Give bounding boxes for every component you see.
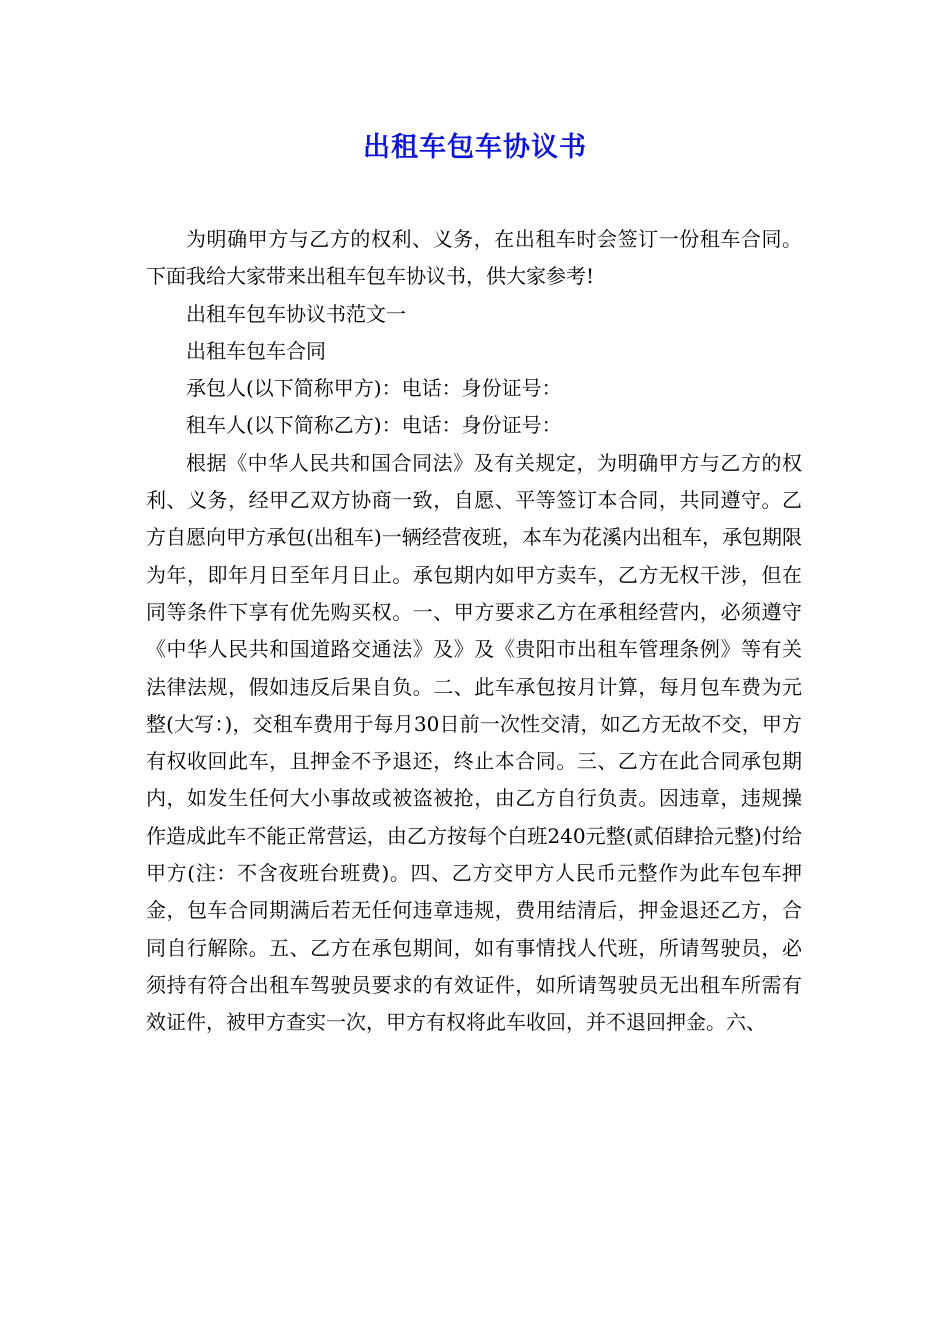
document-title: 出租车包车协议书 [363, 132, 587, 163]
sample-heading: 出租车包车协议书范文一 [186, 301, 406, 326]
contract-terms-paragraph: 根据《中华人民共和国合同法》及有关规定，为明确甲方与乙方的权利、义务，经甲乙双方协商一致，自愿、平等签订本合同，共同遵守。乙方自愿向甲方承包(出租车)一辆经营夜班，本车为花溪内出租车，承包期限为年，即年月日至年月日止。承包期内如甲方卖车，乙方无权干涉，但在同等条件下享有优先购买权。一、甲方要求乙方在承租经营内，必须遵守《中华人民共和国道路交通法》及》及《贵阳市出租车管理条例》等有关法律法规，假如违反后果自负。二、此车承包按月计算，每月包车费为元整(大写：)，交租车费用于每月30日前一次性交清，如乙方无故不交，甲方有权收回此车，且押金不予退还，终止本合同。三、乙方在此合同承包期内，如发生任何大小事故或被盗被抢，由乙方自行负责。因违章，违规操作造成此车不能正常营运，由乙方按每个白班240元整(贰佰肆拾元整)付给甲方(注：不含夜班台班费)。四、乙方交甲方人民币元整作为此车包车押金，包车合同期满后若无任何违章违规，费用结清后，押金退还乙方，合同自行解除。五、乙方在承包期间，如有事情找人代班，所请驾驶员，必须持有符合出租车驾驶员要求的有效证件，如所请驾驶员无出租车所需有效证件，被甲方查实一次，甲方有权将此车收回，并不退回押金。六、 [146, 450, 802, 1035]
contract-heading: 出租车包车合同 [186, 338, 326, 363]
intro-paragraph: 为明确甲方与乙方的权利、义务，在出租车时会签订一份租车合同。下面我给大家带来出租车包车协议书，供大家参考! [146, 227, 802, 289]
party-b-line: 租车人(以下简称乙方)：电话：身份证号： [186, 413, 562, 438]
document-body [146, 221, 802, 1042]
party-a-line: 承包人(以下简称甲方)：电话：身份证号： [186, 376, 562, 401]
